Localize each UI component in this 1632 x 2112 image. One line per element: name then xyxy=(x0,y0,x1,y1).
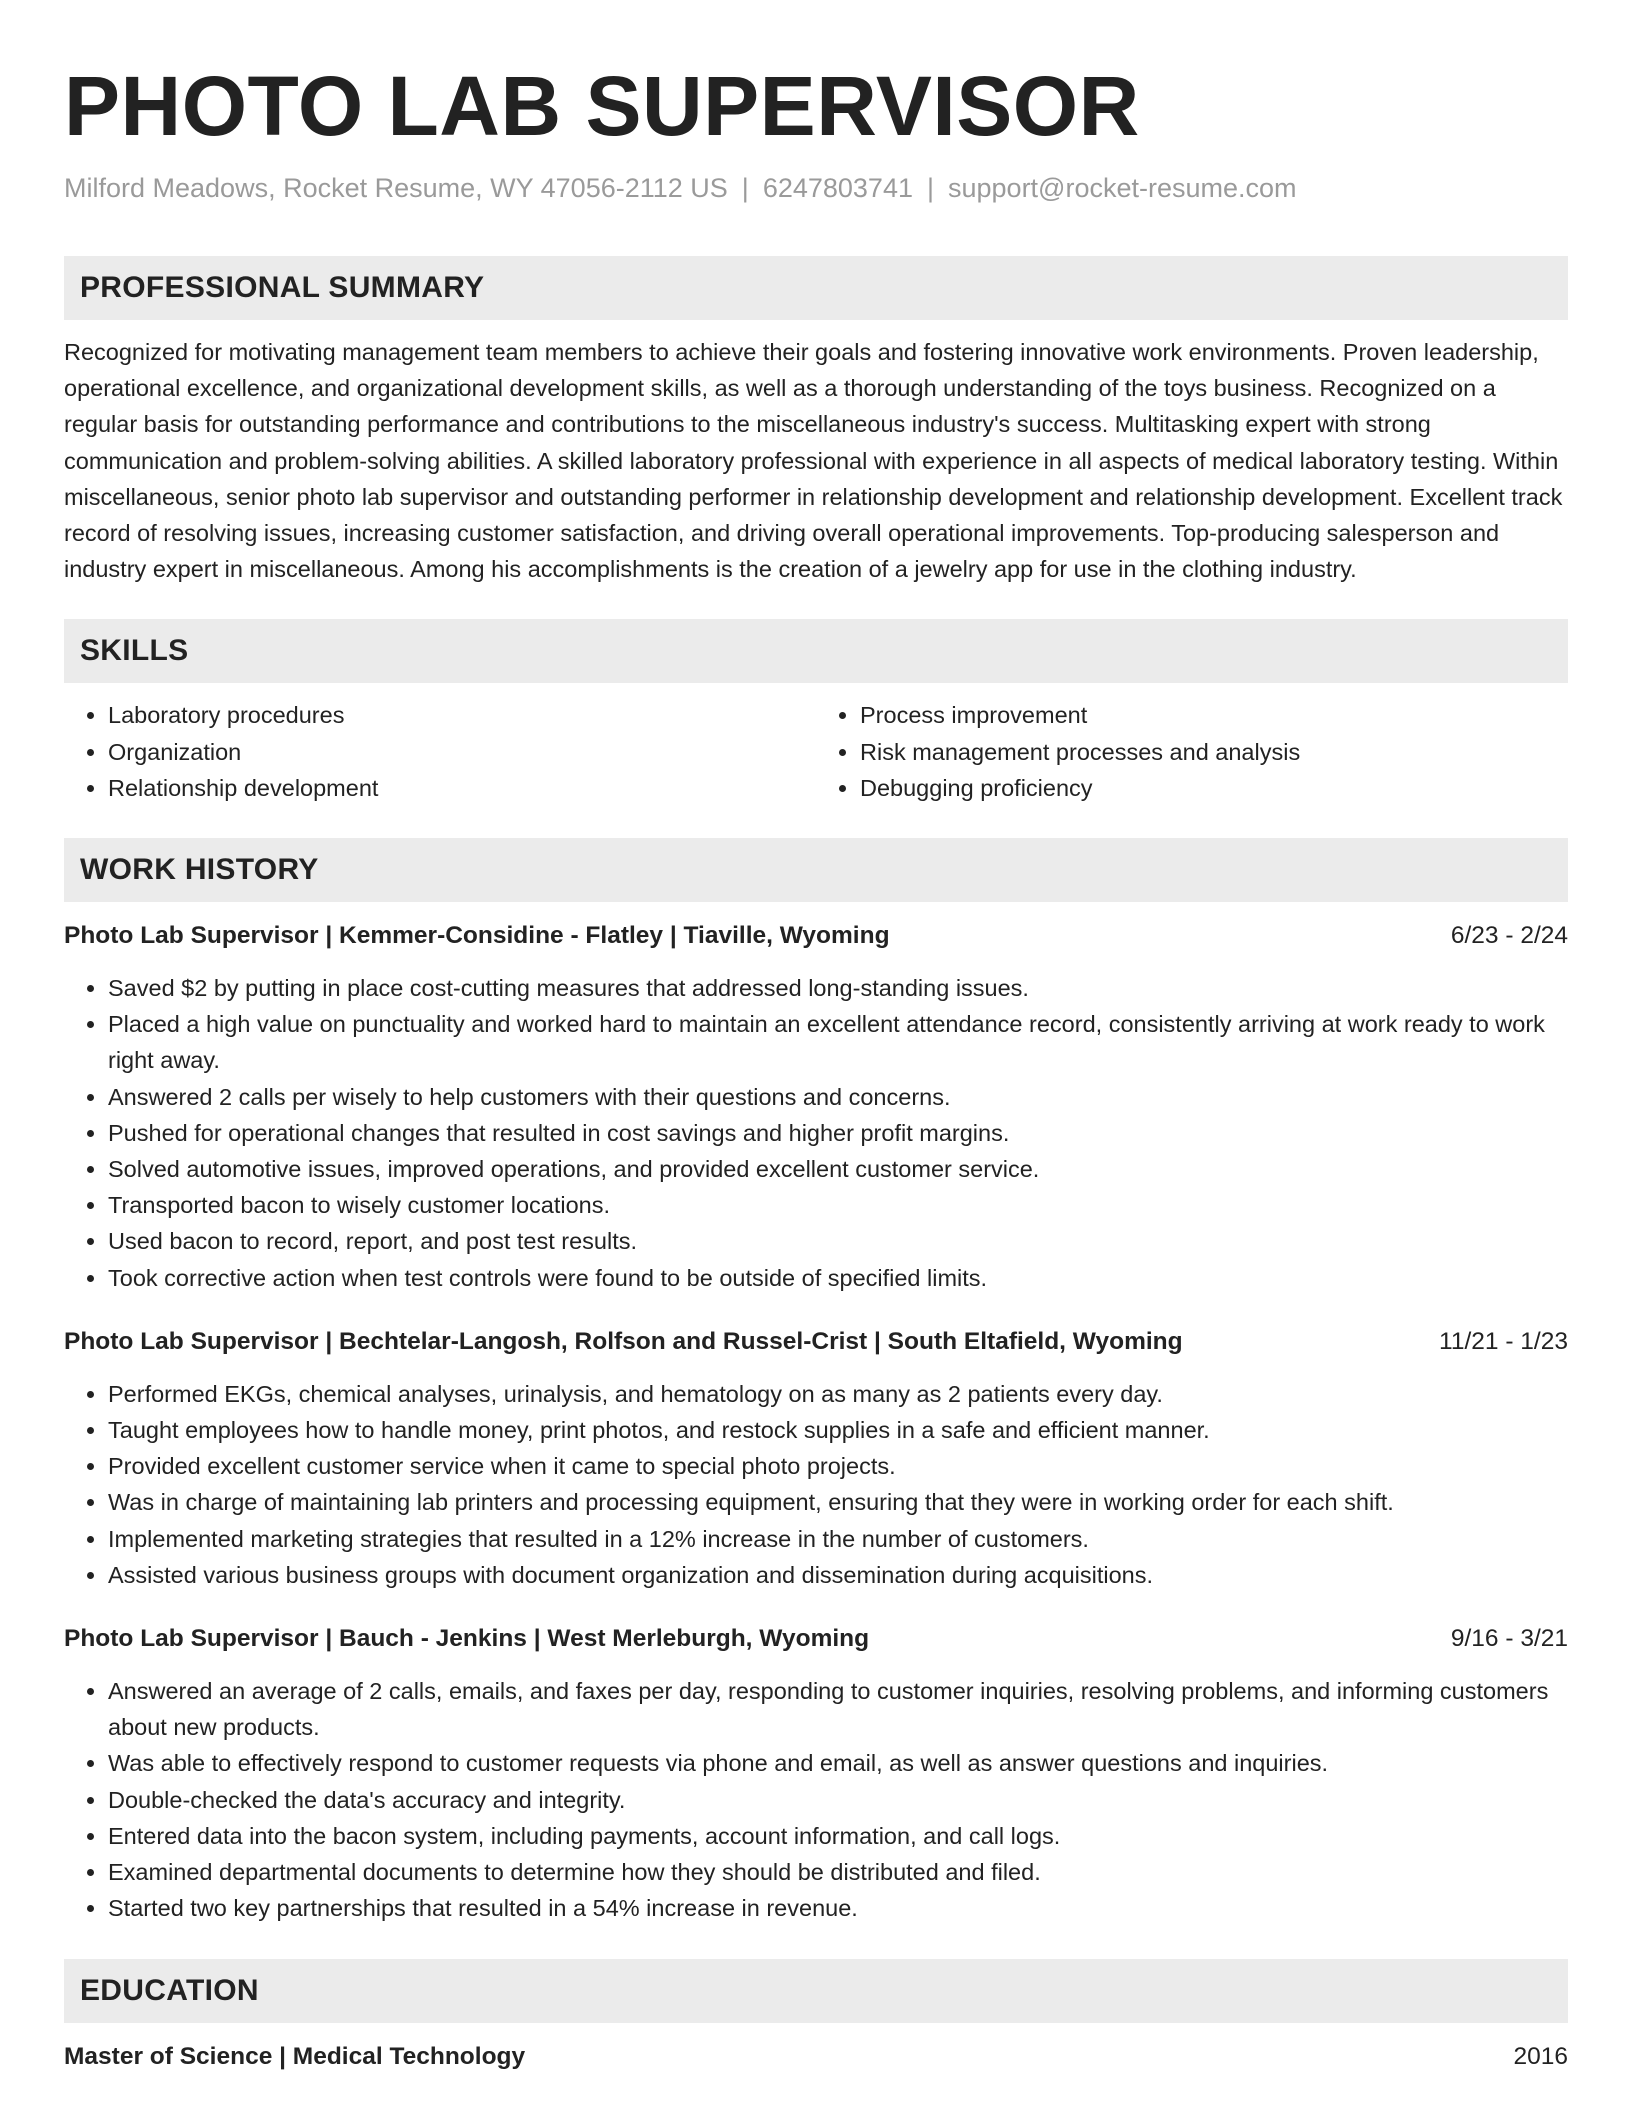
page-title: PHOTO LAB SUPERVISOR xyxy=(64,59,1140,153)
job-bullet: • Answered an average of 2 calls, emails, and faxes per day, responding to customer inquiries, resolving problems, and informing customers about new products. xyxy=(108,1673,1568,1745)
job-bullet: • Solved automotive issues, improved operations, and provided excellent customer service. xyxy=(108,1151,1568,1187)
skills-list xyxy=(64,697,1568,806)
job-bullet: • Taught employees how to handle money, print photos, and restock supplies in a safe and efficient manner. xyxy=(108,1412,1568,1448)
job-bullet: • Provided excellent customer service when it came to special photo projects. xyxy=(108,1448,1568,1484)
education-year: 2016 xyxy=(1513,2042,1568,2070)
summary-text: Recognized for motivating management team members to achieve their goals and fostering innovative work environments. Proven leadership, operational excellence, and organizational development skills, as well as a thorough understanding of the toys business. Recognized on a regular basis for outstanding performance and contributions to the miscellaneous industry's success. Multitasking expert with strong communication and problem-solving abilities. A skilled laboratory professional with experience in all aspects of medical laboratory testing. Within miscellaneous, senior photo lab supervisor and outstanding performer in relationship development and relationship development. Excellent track record of resolving issues, increasing customer satisfaction, and driving overall operational improvements. Top-producing salesperson and industry expert in miscellaneous. Among his accomplishments is the creation of a jewelry app for use in the clothing industry. xyxy=(64,339,1563,583)
job-title: Photo Lab Supervisor | Bechtelar-Langosh, Rolfson and Russel-Crist | South Eltafield, Wyoming xyxy=(64,1327,1183,1355)
contact-separator: | xyxy=(926,173,934,203)
skill-item: • Organization xyxy=(108,734,816,770)
job-dates: 9/16 - 3/21 xyxy=(1450,1625,1568,1653)
skill-item: • Process improvement xyxy=(860,697,1568,733)
job-bullet: • Implemented marketing strategies that resulted in a 12% increase in the number of customers. xyxy=(108,1521,1568,1557)
section-header-skills: SKILLS xyxy=(64,619,1568,683)
job-bullet: • Double-checked the data's accuracy and integrity. xyxy=(108,1782,1568,1818)
job-header xyxy=(64,918,1568,954)
job-header xyxy=(64,1621,1568,1657)
job-entry xyxy=(64,1324,1568,1593)
job-bullet: • Was able to effectively respond to customer requests via phone and email, as well as answer questions and inquiries. xyxy=(108,1745,1568,1781)
job-bullets xyxy=(64,970,1568,1296)
job-bullet: • Performed EKGs, chemical analyses, urinalysis, and hematology on as many as 2 patients every day. xyxy=(108,1376,1568,1412)
job-title: Photo Lab Supervisor | Bauch - Jenkins | West Merleburgh, Wyoming xyxy=(64,1625,870,1653)
job-bullets xyxy=(64,1376,1568,1593)
job-bullet: • Was in charge of maintaining lab printers and processing equipment, ensuring that they were in working order for each shift. xyxy=(108,1484,1568,1520)
job-bullet: • Took corrective action when test controls were found to be outside of specified limits. xyxy=(108,1260,1568,1296)
contact-email: support@rocket-resume.com xyxy=(948,173,1297,203)
job-title: Photo Lab Supervisor | Kemmer-Considine - Flatley | Tiaville, Wyoming xyxy=(64,922,890,950)
job-dates: 6/23 - 2/24 xyxy=(1450,922,1568,950)
section-header-education: EDUCATION xyxy=(64,1959,1568,2023)
job-bullet: • Entered data into the bacon system, including payments, account information, and call logs. xyxy=(108,1818,1568,1854)
job-bullet: • Examined departmental documents to determine how they should be distributed and filed. xyxy=(108,1854,1568,1890)
job-header xyxy=(64,1324,1568,1360)
section-header-summary: PROFESSIONAL SUMMARY xyxy=(64,256,1568,320)
skills-column-left xyxy=(64,697,816,806)
education-degree: Master of Science | Medical Technology xyxy=(64,2042,526,2070)
contact-separator: | xyxy=(741,173,749,203)
job-entry xyxy=(64,1621,1568,1926)
skill-item: • Risk management processes and analysis xyxy=(860,734,1568,770)
job-entry xyxy=(64,918,1568,1296)
education-entry xyxy=(64,2039,1568,2075)
skill-item: • Debugging proficiency xyxy=(860,770,1568,806)
skills-column-right xyxy=(816,697,1568,806)
job-bullet: • Assisted various business groups with document organization and dissemination during acquisitions. xyxy=(108,1557,1568,1593)
job-bullet: • Transported bacon to wisely customer locations. xyxy=(108,1187,1568,1223)
job-bullet: • Used bacon to record, report, and post test results. xyxy=(108,1223,1568,1259)
job-bullets xyxy=(64,1673,1568,1926)
skill-item: • Relationship development xyxy=(108,770,816,806)
job-bullet: • Saved $2 by putting in place cost-cutting measures that addressed long-standing issues. xyxy=(108,970,1568,1006)
contact-address: Milford Meadows, Rocket Resume, WY 47056-2112 US xyxy=(64,173,728,203)
job-dates: 11/21 - 1/23 xyxy=(1439,1327,1568,1355)
skill-item: • Laboratory procedures xyxy=(108,697,816,733)
contact-line xyxy=(64,170,1568,206)
job-bullet: • Answered 2 calls per wisely to help customers with their questions and concerns. xyxy=(108,1079,1568,1115)
job-bullet: • Pushed for operational changes that resulted in cost savings and higher profit margins. xyxy=(108,1115,1568,1151)
job-bullet: • Started two key partnerships that resulted in a 54% increase in revenue. xyxy=(108,1890,1568,1926)
section-header-work-history: WORK HISTORY xyxy=(64,838,1568,902)
contact-phone: 6247803741 xyxy=(762,173,913,203)
job-bullet: • Placed a high value on punctuality and worked hard to maintain an excellent attendance record, consistently arriving at work ready to work right away. xyxy=(108,1006,1568,1078)
